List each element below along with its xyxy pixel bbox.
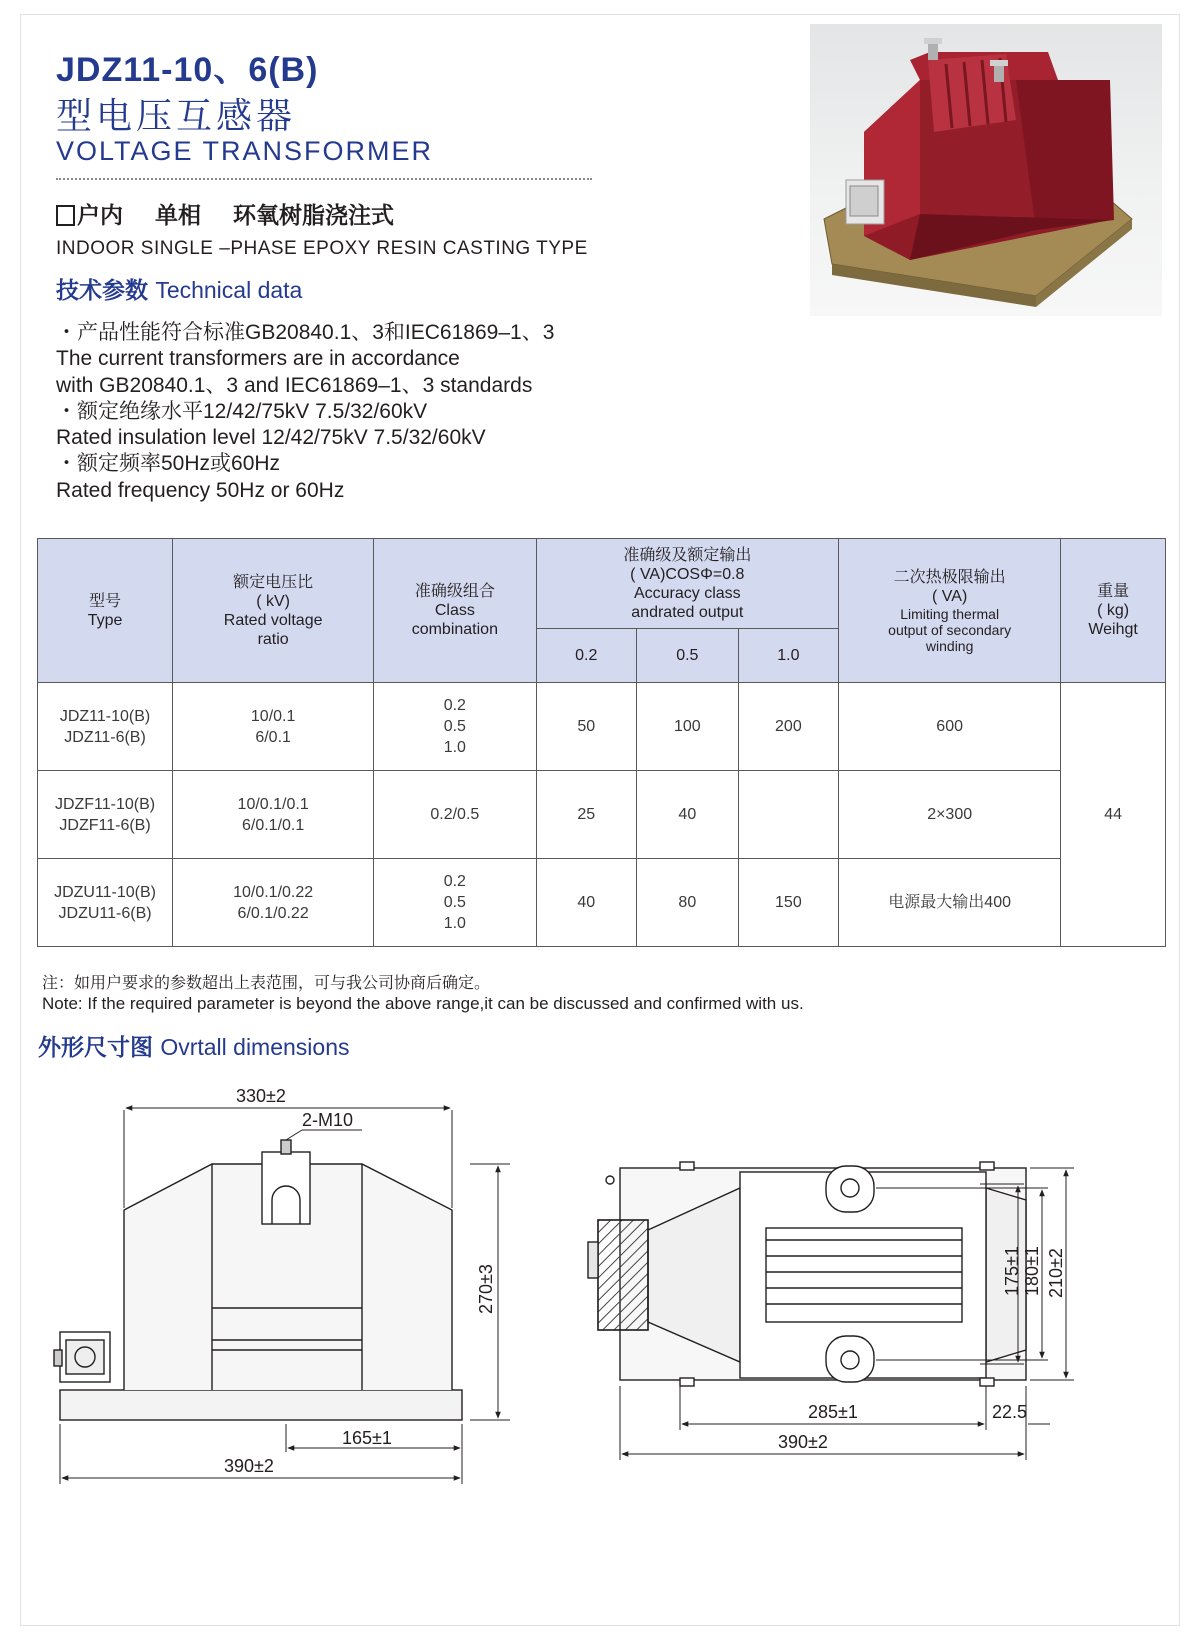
spec-table	[37, 538, 1166, 947]
dimension-drawing-svg	[40, 1086, 1180, 1560]
header-row	[38, 539, 1166, 629]
header-output-05: 0.5	[637, 629, 739, 683]
dim-front-bolt: 2-M10	[302, 1110, 354, 1130]
technical-line: Rated insulation level 12/42/75kV 7.5/32/60kV	[56, 426, 486, 450]
cell-output-05: 100	[637, 683, 739, 771]
cell-output-02: 25	[536, 771, 637, 859]
cell-thermal: 2×300	[839, 771, 1061, 859]
dim-top-180: 180±1	[1022, 1246, 1042, 1296]
technical-list	[56, 320, 554, 504]
cell-type: JDZ11-10(B) JDZ11-6(B)	[38, 683, 173, 771]
dim-top-210: 210±2	[1046, 1248, 1066, 1298]
header-output-10: 1.0	[738, 629, 839, 683]
table-row	[38, 683, 1166, 771]
dim-top-22: 22.5	[992, 1402, 1028, 1422]
header-output: 准确级及额定输出 ( VA)COSΦ=0.8 Accuracy class andrated output	[536, 539, 839, 629]
cell-output-02: 40	[536, 859, 637, 947]
dim-front-offset: 165±1	[342, 1428, 392, 1448]
note-cn: 注：如用户要求的参数超出上表范围，可与我公司协商后确定。	[42, 973, 491, 992]
title-divider	[56, 178, 592, 180]
dim-top-175: 175±1	[1002, 1246, 1022, 1296]
dim-front-height: 270±3	[476, 1264, 496, 1314]
dimensions-heading-en: Ovrtall dimensions	[160, 1034, 350, 1060]
cell-output-05: 40	[637, 771, 739, 859]
table-row	[38, 859, 1166, 947]
dim-top-390: 390±2	[778, 1432, 828, 1452]
cell-output-10	[738, 771, 839, 859]
title-cn: 型电压互感器	[56, 96, 297, 137]
top-view	[588, 1162, 1026, 1386]
technical-line: ・额定频率50Hz或60Hz	[56, 452, 281, 476]
technical-line: Rated frequency 50Hz or 60Hz	[56, 478, 345, 502]
cell-type: JDZU11-10(B) JDZU11-6(B)	[38, 859, 173, 947]
transformer-illustration	[810, 24, 1162, 316]
cell-class: 0.2/0.5	[374, 771, 536, 859]
cell-ratio: 10/0.1/0.1 6/0.1/0.1	[173, 771, 374, 859]
checkbox-icon	[56, 205, 75, 226]
model-title: JDZ11-10、6(B)	[56, 51, 319, 89]
header-output-02: 0.2	[536, 629, 637, 683]
dimensions-heading-cn: 外形尺寸图	[38, 1035, 153, 1061]
title-en: VOLTAGE TRANSFORMER	[56, 136, 434, 166]
product-photo	[810, 24, 1162, 316]
cell-ratio: 10/0.1 6/0.1	[173, 683, 374, 771]
header-type: 型号 Type	[38, 539, 173, 683]
dim-front-width: 330±2	[236, 1086, 286, 1106]
technical-line: ・额定绝缘水平12/42/75kV 7.5/32/60kV	[56, 399, 428, 423]
technical-line: ・产品性能符合标准GB20840.1、3和IEC61869–1、3	[56, 321, 555, 344]
type-cn-text: 户内 单相 环氧树脂浇注式	[77, 203, 395, 229]
cell-thermal: 电源最大输出400	[839, 859, 1061, 947]
technical-heading	[56, 272, 302, 305]
dim-front-base: 390±2	[224, 1456, 274, 1476]
cell-class: 0.2 0.5 1.0	[374, 683, 536, 771]
technical-heading-cn: 技术参数	[56, 278, 148, 304]
header-class: 准确级组合 Class combination	[374, 539, 536, 683]
cell-weight: 44	[1061, 683, 1166, 947]
cell-type: JDZF11-10(B) JDZF11-6(B)	[38, 771, 173, 859]
table-row	[38, 771, 1166, 859]
technical-line: The current transformers are in accordance	[56, 347, 460, 371]
type-en: INDOOR SINGLE –PHASE EPOXY RESIN CASTING TYPE	[56, 238, 588, 259]
header-thermal: 二次热极限输出 ( VA) Limiting thermal output of secondary winding	[839, 539, 1061, 683]
front-view	[54, 1140, 462, 1420]
cell-thermal: 600	[839, 683, 1061, 771]
type-cn	[56, 197, 394, 230]
cell-output-05: 80	[637, 859, 739, 947]
note	[42, 972, 804, 1014]
cell-class: 0.2 0.5 1.0	[374, 859, 536, 947]
cell-output-10: 150	[738, 859, 839, 947]
header-weight: 重量 ( kg) Weihgt	[1061, 539, 1166, 683]
note-en: Note: If the required parameter is beyond the above range,it can be discussed and confirmed with us.	[42, 994, 804, 1013]
technical-heading-en: Technical data	[155, 277, 303, 303]
cell-ratio: 10/0.1/0.22 6/0.1/0.22	[173, 859, 374, 947]
header-voltage: 额定电压比 ( kV) Rated voltage ratio	[173, 539, 374, 683]
dim-top-285: 285±1	[808, 1402, 858, 1422]
dimension-drawings	[40, 1086, 1180, 1560]
technical-line: with GB20840.1、3 and IEC61869–1、3 standards	[56, 373, 533, 397]
cell-output-02: 50	[536, 683, 637, 771]
cell-output-10: 200	[738, 683, 839, 771]
dimensions-heading	[38, 1029, 350, 1062]
